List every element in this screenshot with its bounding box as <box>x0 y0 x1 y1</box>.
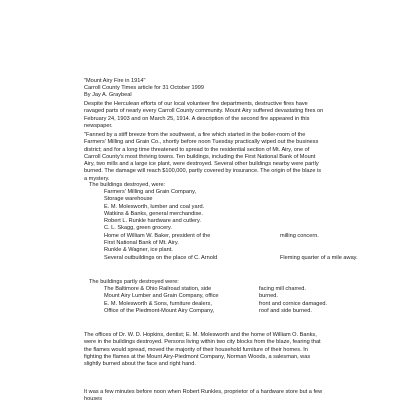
list-item: Farmers' Milling and Grain Company, <box>104 189 197 195</box>
list-item: Runkle & Wagner, ice plant. <box>104 247 173 254</box>
article-byline: By Jay A. Graybeal <box>84 92 132 99</box>
list-item: Storage warehouse <box>104 196 153 203</box>
quote-paragraph: "Fanned by a stiff breeze from the southwest, a fire which started in the boiler-room of the Farmers' Milling and Grain Co., shortly before noon Tuesday practically wiped out the business district; and for a long time threatened to spread to the residential section of Mt. Airy, one of Carroll County's most thriving towns. Ten buildings, including the First National Bank of Mount Airy, two mills and a large ice plant, were destroyed. Several other buildings nearby were partly burned. The damage will reach $100,000, partly covered by insurance. The origin of the blaze is a mystery. <box>84 132 322 182</box>
list-item: E. M. Molesworth & Sons, furniture dealers, front and cornice damaged. <box>104 300 328 307</box>
destroyed-list <box>104 189 358 262</box>
list-item: Mount Airy Lumber and Grain Company, office burned. <box>104 293 278 300</box>
last-paragraph: It was a few minutes before noon when Robert Runkles, proprietor of a hardware store but a few houses <box>84 389 323 403</box>
offices-paragraph: The offices of Dr. W. D. Hopkins, dentist; E. M. Molesworth and the home of William O. Banks, were in the buildings destroyed. Persons living within two city blocks from the blaze, fearing that the flames would spread, moved the majority of their household furniture of their homes. In fighting the flames at the Mount Airy-Piedmont Company, Norman Woods, a salesman, was slightly burned about the face and right hand. <box>84 332 321 368</box>
list-item: First National Bank of Mt. Airy. <box>104 240 179 247</box>
article-title: "Mount Airy Fire in 1914" <box>84 78 146 84</box>
list-item: Watkins & Banks, general merchandise. <box>104 210 203 217</box>
article-source: Carroll County Times article for 31 October 1999 <box>84 85 205 92</box>
partial-list <box>104 286 334 315</box>
list-item: The Baltimore & Ohio Railroad station, side facing mill charred. <box>104 286 306 292</box>
list-item: Office of the Piedmont-Mount Airy Company, roof and side burned. <box>104 307 312 314</box>
partial-heading: The buildings partly destroyed were: <box>89 279 179 285</box>
article-header <box>84 78 204 100</box>
intro-paragraph: Despite the Herculean efforts of our local volunteer fire departments, destructive fires have ravaged parts of nearly every Carroll County community. Mount Airy suffered devastating fires on February 24, 1903 and on March 25, 1914. A description of the second fire appeared in this newspaper. <box>84 101 324 129</box>
list-item: Several outbuildings on the place of C. Arnold Fleming quarter of a mile away. <box>104 254 358 261</box>
list-item: C. L. Skagg, green grocery. <box>104 225 172 232</box>
list-item: Home of William W. Baker, president of the milling concern. <box>104 232 319 239</box>
list-item: Robert L. Runkle hardware and cutlery. <box>104 218 201 225</box>
destroyed-heading: The buildings destroyed, were: <box>89 182 166 188</box>
list-item: E. M. Molesworth, lumber and coal yard. <box>104 203 205 210</box>
